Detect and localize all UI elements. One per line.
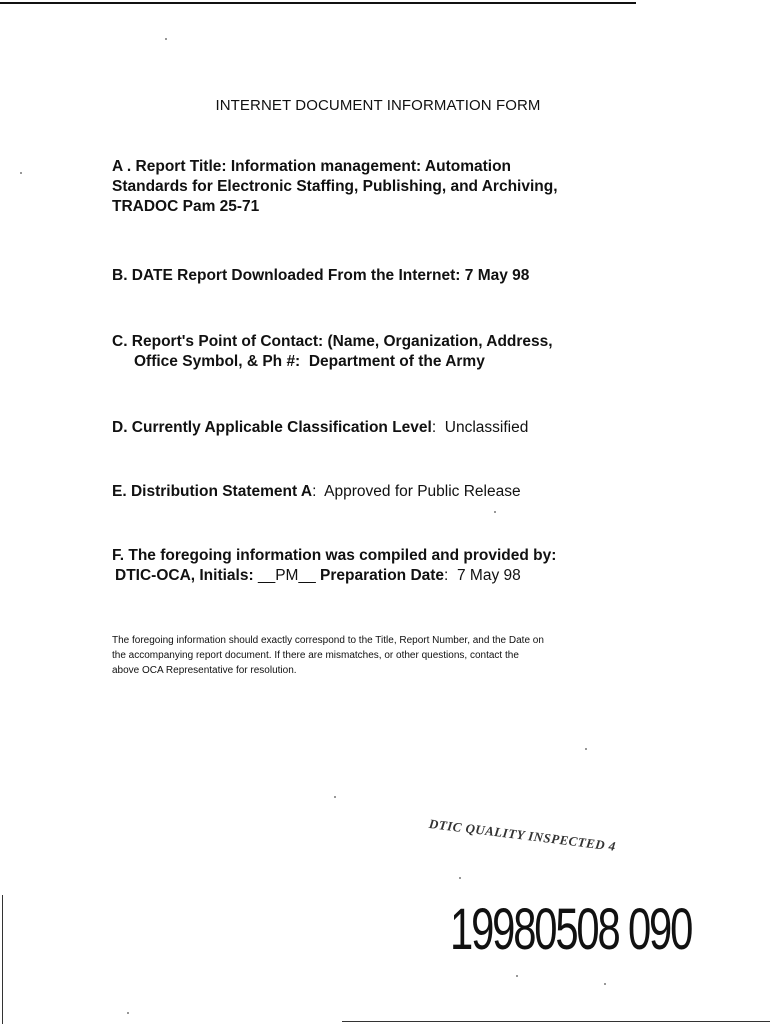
accession-number: 19980508 090 [450,897,692,962]
scan-speck [459,877,461,879]
bottom-border-line [342,1021,770,1022]
footnote-line-1: The foregoing information should exactly correspond to the Title, Report Number, and the Date on [112,635,544,646]
report-title-section [112,157,558,217]
date-downloaded-value: 7 May 98 [464,267,530,284]
scan-speck [165,38,167,40]
classification-label: D. Currently Applicable Classification Level [112,419,432,436]
scan-speck [604,983,606,985]
distribution-label: E. Distribution Statement A [112,483,313,500]
quality-inspected-stamp: DTIC QUALITY INSPECTED 4 [428,816,617,854]
scan-speck [585,748,587,750]
date-downloaded-section [112,266,529,286]
scan-speck [20,172,22,174]
point-of-contact-label-line-1: C. Report's Point of Contact: (Name, Organization, Address, [112,333,553,350]
classification-value: Unclassified [444,419,529,436]
compiled-by-org: DTIC-OCA, Initials: [115,567,254,584]
report-title-line-1: Information management: Automation [230,158,512,175]
left-border-line [2,895,3,1024]
report-title-line-3: TRADOC Pam 25-71 [112,198,260,215]
preparation-date-value: 7 May 98 [456,567,521,584]
report-title-label: A . Report Title: [112,158,227,175]
scan-speck [334,796,336,798]
point-of-contact-value: Department of the Army [308,353,485,370]
preparation-date-label: Preparation Date [320,567,445,584]
compiled-by-line-1: F. The foregoing information was compiled and provided by: [112,547,557,564]
distribution-section: E. Distribution Statement A: Approved for Public Release [112,483,521,500]
classification-section: D. Currently Applicable Classification Level: Unclassified [112,419,529,436]
date-downloaded-label: B. DATE Report Downloaded From the Internet: [112,267,461,284]
report-title-line-2: Standards for Electronic Staffing, Publishing, and Archiving, [112,178,558,195]
scan-speck [494,511,496,513]
compiled-by-initials: __PM__ [257,567,316,584]
point-of-contact-label-line-2: Office Symbol, & Ph #: [134,353,301,370]
distribution-value: Approved for Public Release [324,483,521,500]
point-of-contact-section [112,332,553,372]
footnote-line-3: above OCA Representative for resolution. [112,665,297,676]
compiled-by-section: F. The foregoing information was compiled and provided by: DTIC-OCA, Initials: __PM__ Preparation Date: 7 May 98 [112,547,557,584]
footnote [112,633,672,678]
footnote-line-2: the accompanying report document. If there are mismatches, or other questions, contact the [112,650,519,661]
top-border-line [0,2,636,4]
form-title: INTERNET DOCUMENT INFORMATION FORM [215,97,541,114]
scan-speck [127,1012,129,1014]
scan-speck [516,975,518,977]
